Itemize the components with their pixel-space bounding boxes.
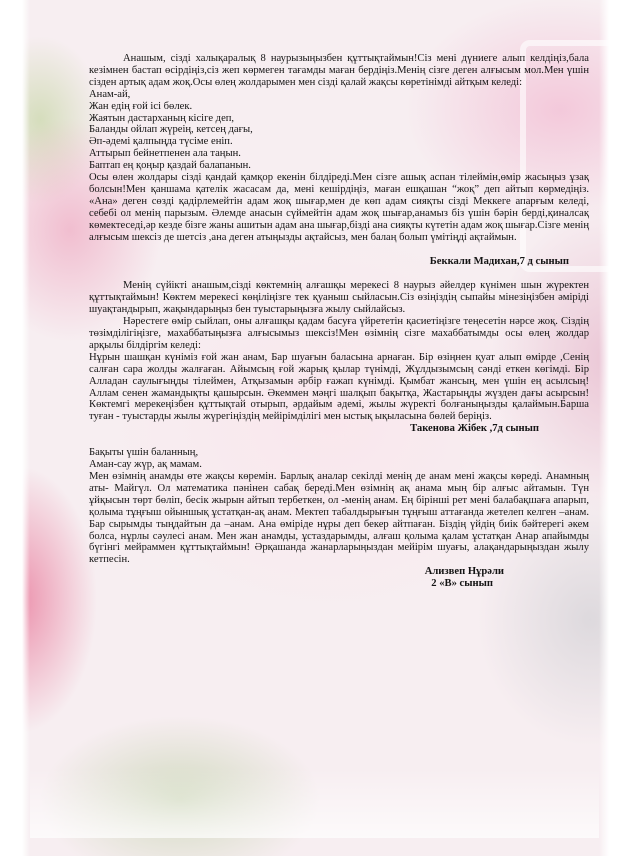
poem-line: Әп-әдемі қалпыңда түсіме еніп. <box>89 136 233 148</box>
section3-signature-name: Ализвеп Нұрәли <box>424 566 504 578</box>
section3-body: Мен өзімнің анамды өте жақсы көремін. Барлық аналар секілді менің де анам мені жақсы көреді. Анамның аты- Майгүл. Ол математика пәнінен сабақ береді.Мен өзімнің ақ анама мың бір алғыс айтамын. Түн ұйқысын төрт бөліп, бесік жырын айтып тербеткен, ол -менің анам. Ең бірінші рет мені балабақшаға апарып, қолыма тұңғыш ойыншық ұстатқан-ақ анам. Мектеп табалдырығын тұңғыш аттағанда жетелеп келген –анам. Бар сырымды тыңдайтын да –анам. Ана өміріде нұры деп бекер айтпаған. Біздің үйдің биік бәйтерегі әкем болса, нұрлы сәулесі анам. Мен жан анамды, ұстаздарымды, алғаш қолыма қалам ұстатқан Анар апайымды бүгінгі мейраммен құттықтаймын! Әрқашанда жанарларыңыздан мейірім шуағы, алақандарыңыздан жылу кетпесін. <box>89 471 589 566</box>
poem-line: Аман-сау жүр, ақ мамам. <box>89 459 202 471</box>
section1-poem <box>89 89 589 172</box>
section2-paragraph-3: Нұрын шашқан күніміз ғой жан анам, Бар шуағын баласына арнаған. Бір өзіңнен қуат алып өмірде ,Сенің салған сара жолды жалғаған. Айымсың ғой жарық қылар түнімді, Жұлдызымсың сәнді еткен көгімді. Бір Алладан саулығыңды тілеймен, Атқызамын әрбір ғажап күнімді. Қымбат жансың, мен үшін ең асылсың! Аллам сенен жамандықты қашырсын. Әкеммен мәңгі шалқып бақытқа, Жастарыңды жүзден дағы асырсын! Көктемгі мерекеңізбен құттықтай отырып, әрдайым әдемі, жылы жүректі болғаныңызды қалаймын.Барша туған - туыстарды жылы жүрегіңіздің мейірімділігі мен ыстық ықыласына бөлей беріңіз. <box>89 351 589 423</box>
bottom-light-decoration <box>30 768 599 838</box>
spacer <box>89 435 589 447</box>
section1-intro: Анашым, сізді халықаралық 8 наурызыңызбен құттықтаймын!Сіз мені дүниеге алып келдіңіз,бала кезімнен бастап өсірдіңіз,сіз жеп көрмеген тағамды маған бердіңіз.Менің сізге деген алғысым мол.Мен үшін сізден артық адам жоқ.Осы өлең жолдарымен мен сізді қалай жақсы көретінімді айтқым келеді: <box>89 53 589 88</box>
poem-line: Аттырып бейнетпенен ала таңын. <box>89 148 241 160</box>
poem-line: Анам-ай, <box>89 88 131 100</box>
poem-line: Жаятын дастарханың кісіге деп, <box>89 112 235 124</box>
section3-poem <box>89 447 589 471</box>
poem-line: Бақыты үшін баланның, <box>89 447 199 459</box>
section2-signature: Такенова Жібек ,7д сынып <box>410 423 539 435</box>
spacer <box>89 244 589 256</box>
poem-line: Баптап ең қоңыр қаздай балапанын. <box>89 160 251 172</box>
poem-line: Жан едің ғой ісі бөлек. <box>89 100 193 112</box>
spacer <box>89 267 589 280</box>
section1-body: Осы өлен жолдары сізді қандай қамқор екенін білдіреді.Мен сізге ашық аспан тілеймін,өмір жасыңыз ұзақ болсын!Мен қаншама қателік жасасам да, мені кешірдіңіз, маған ешқашан “жоқ” деп айтып көрмедіңіз. «Ана» деген сөзді қадірлемейтін адам жоқ шығар,мен де көп адам сияқты сізді Меккеге апарғым келеді, себебі ол менің парызым. Әлемде анасын сүймейтін адам жоқ шығар,анамыз біз үшін бәрін берді,қиналсақ көмектеседі,әр кезде бізге жаны ашитын адам ана шығар,біздi ана сияқты күтетін адам жоқ шығар.Сізге менің алғысым шексіз де шетсіз ,ана деген атыңызды ақтайсыз, мен балаң болып үмітіңді ақтаймын. <box>89 172 589 243</box>
section2-paragraph-1: Менің сүйікті анашым,сізді көктемнің алғашқы мерекесі 8 наурыз әйелдер күнімен шын жүректен құттықтаймын! Көктем мерекесі көңіліңізге тек қуаныш сыйласын.Сіз өзіңіздің сыпайы мінезіңізбен әміріді шуақтандырып, жақындарыңыз бен туыстарыңызға жылу сыйлайсыз. <box>89 280 589 316</box>
left-white-margin <box>0 0 30 856</box>
section3-signature-class: 2 «В» сынып <box>431 578 493 590</box>
right-white-margin <box>599 0 629 856</box>
section1-signature: Беккали Мадихан,7 д сынып <box>429 255 569 267</box>
poem-line: Баланды ойлап жүреің, кетсең дағы, <box>89 124 253 136</box>
section2-paragraph-2: Нәрестеге өмір сыйлап, оны алғашқы қадам басуға үйрететін қасиетіңізге теңесетін нәрсе жоқ. Сіздің төзімділігіңізге, махаббатыңызға алғысымыз шексіз!Мен өзімнің сізге махаббатымды осы өлең жолдар арқылы білдіргім келеді: <box>89 316 589 351</box>
document-content <box>89 53 589 590</box>
